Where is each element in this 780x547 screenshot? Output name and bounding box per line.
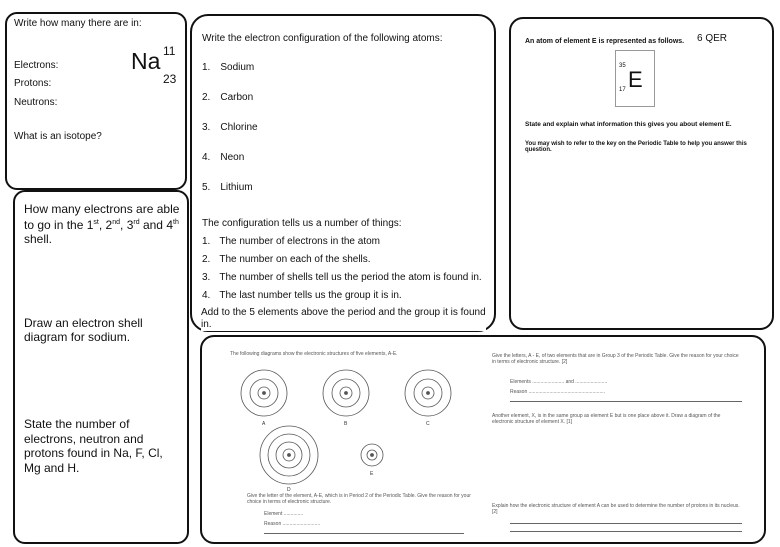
config-title: Write the electron configuration of the following atoms: bbox=[202, 33, 443, 44]
shells-question bbox=[24, 202, 184, 246]
configuration-tells-title: The configuration tells us a number of things: bbox=[202, 218, 402, 229]
state-explain: State and explain what information this gives you about element E. bbox=[525, 121, 732, 128]
answer-line bbox=[264, 533, 464, 534]
question-i-element: Element .............. bbox=[264, 511, 304, 517]
question-i: Give the letter of the element, A-E, which is in Period 2 of the Periodic Table. Give the reason for your choice in terms of electronic structure. bbox=[247, 493, 471, 505]
question-iii: Another element, X, is in the same group as element E but is one place above it. Draw a diagram of the electronic structure of element X. [1] bbox=[492, 413, 721, 425]
exam-box bbox=[200, 335, 766, 544]
question-ii-elements: Elements ....................... and ....................... bbox=[510, 379, 608, 385]
isotope-question: What is an isotope? bbox=[14, 131, 102, 142]
fact-item: 3. The number of shells tell us the period the atom is found in. bbox=[202, 272, 482, 283]
add-period-group-task: Add to the 5 elements above the period and the group it is found in. bbox=[201, 307, 486, 330]
qer-label: 6 QER bbox=[697, 33, 728, 44]
neutrons-label: Neutrons: bbox=[14, 97, 58, 108]
e-symbol: E bbox=[628, 67, 643, 92]
shell-4th: 4th shell. bbox=[24, 218, 179, 246]
shells-box bbox=[13, 190, 189, 544]
atom-label-d: D bbox=[287, 487, 291, 493]
sodium-bottom-number: 23 bbox=[163, 72, 177, 86]
e-top-number: 35 bbox=[619, 63, 626, 69]
atom-label-e: E bbox=[370, 471, 374, 477]
e-bottom-number: 17 bbox=[619, 87, 626, 93]
electron-structure-diagrams bbox=[226, 363, 482, 493]
q1-intro: The following diagrams show the electronic structures of five elements, A-E. bbox=[230, 351, 398, 357]
shell-1st: 1st, bbox=[86, 218, 106, 232]
qer-intro: An atom of element E is represented as follows. bbox=[525, 38, 685, 45]
atom-diagram-c bbox=[405, 370, 451, 416]
atom-diagram-d bbox=[260, 426, 318, 484]
question-ii-reason: Reason ....................................................... bbox=[510, 389, 606, 395]
shell-2nd: 2nd, bbox=[105, 218, 127, 232]
sodium-element-symbol: Na bbox=[131, 48, 161, 74]
atom-item: 5. Lithium bbox=[202, 182, 253, 193]
atom-item: 4. Neon bbox=[202, 152, 245, 163]
shells-question-text: How many electrons are able to go in the bbox=[24, 202, 180, 232]
element-e-card bbox=[615, 50, 655, 107]
atom-item: 1. Sodium bbox=[202, 62, 255, 73]
atom-diagram-a bbox=[241, 370, 287, 416]
count-box-title: Write how many there are in: bbox=[14, 18, 142, 29]
count-box bbox=[5, 12, 187, 190]
periodic-table-hint: You may wish to refer to the key on the Periodic Table to help you answer this question. bbox=[525, 141, 747, 153]
question-iv: Explain how the electronic structure of element A can be used to determine the number of protons in its nucleus. [2] bbox=[492, 503, 740, 515]
qer-box bbox=[509, 17, 774, 330]
atom-label-a: A bbox=[262, 421, 266, 427]
atom-label-c: C bbox=[426, 421, 430, 427]
fact-item: 1. The number of electrons in the atom bbox=[202, 236, 380, 247]
fact-item: 2. The number on each of the shells. bbox=[202, 254, 371, 265]
atom-diagram-e bbox=[361, 444, 383, 466]
config-box bbox=[190, 14, 496, 332]
atom-diagram-b bbox=[323, 370, 369, 416]
atom-item: 3. Chlorine bbox=[202, 122, 258, 133]
question-ii: Give the letters, A - E, of two elements that are in Group 3 of the Periodic Table. Give the reason for your choice in terms of electronic structure. [2] bbox=[492, 353, 739, 365]
state-numbers-task: State the number of electrons, neutron and protons found in Na, F, Cl, Mg and H. bbox=[24, 417, 163, 475]
question-i-reason: Reason ........................... bbox=[264, 521, 321, 527]
answer-line bbox=[510, 531, 742, 532]
answer-line bbox=[510, 523, 742, 524]
fact-item: 4. The last number tells us the group it is in. bbox=[202, 290, 402, 301]
atom-label-b: B bbox=[344, 421, 348, 427]
shell-3rd: 3rd and bbox=[126, 218, 167, 232]
atom-item: 2. Carbon bbox=[202, 92, 254, 103]
answer-line bbox=[510, 401, 742, 402]
shell-diagram-task: Draw an electron shell diagram for sodium. bbox=[24, 316, 143, 344]
sodium-top-number: 11 bbox=[163, 44, 176, 58]
electrons-label: Electrons: bbox=[14, 60, 59, 71]
protons-label: Protons: bbox=[14, 78, 52, 89]
